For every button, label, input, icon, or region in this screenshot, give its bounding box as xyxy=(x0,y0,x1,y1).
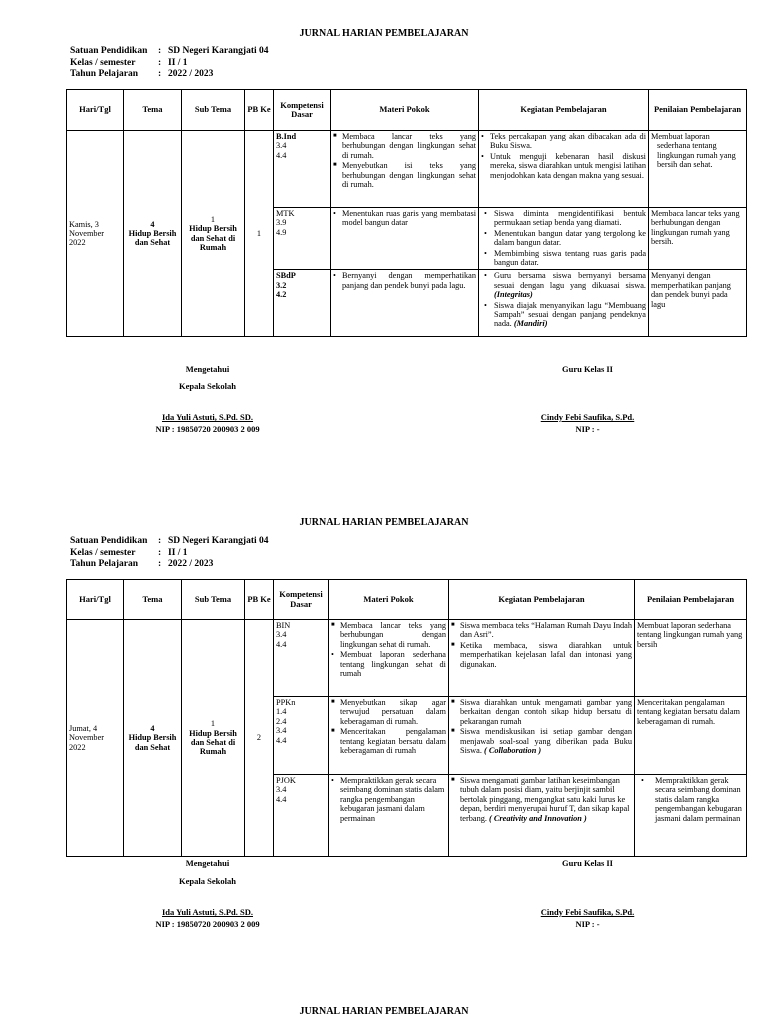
materi-cell xyxy=(329,697,449,775)
materi-cell xyxy=(329,620,449,697)
kd-code: 4.4 xyxy=(276,639,287,649)
mengetahui-label-1: Mengetahui xyxy=(185,364,230,374)
tema-cell xyxy=(124,131,182,337)
day-cell: Jumat, 4 November 2022 xyxy=(67,620,124,857)
guru-label-1: Guru Kelas II xyxy=(561,364,613,374)
meta-value: 2022 / 2023 xyxy=(168,69,214,79)
list-item: • Membuat laporan sederhana tentang lingkungan sehat di rumah xyxy=(331,650,446,678)
penilaian-cell: Membuat laporan sederhana tentang lingkungan rumah yang bersih xyxy=(635,620,747,697)
header-hari: Hari/Tgl xyxy=(67,90,124,131)
journal-meta-1 xyxy=(70,46,269,81)
pb-cell: 2 xyxy=(245,620,274,857)
list-item: ■ Membaca lancar teks yang berhubungan dengan lingkungan sehat di rumah. xyxy=(331,621,446,649)
kd-code: 4.2 xyxy=(276,290,287,300)
meta-label: Kelas / semester xyxy=(70,547,136,558)
guru-label-2: Guru Kelas II xyxy=(561,858,613,868)
penilaian-text: Membuat laporan sederhana tentang lingkungan rumah yang bersih dan sehat. xyxy=(651,132,736,170)
header-hari: Hari/Tgl xyxy=(67,580,124,620)
meta-label: Kelas / semester xyxy=(70,57,136,68)
list-item: ■ Menyebutkan sikap agar terwujud persatuan dalam keberagaman di rumah. xyxy=(331,698,446,726)
list-item: ■ Siswa diarahkan untuk mengamati gambar yang berkaitan dengan contoh sikap hidup bersatu di pekarangan rumah xyxy=(451,698,632,726)
kd-cell xyxy=(274,208,331,270)
kegiatan-text: Siswa diajak menyanyikan lagu “Membuang Sampah” sesuai dengan panjang pendeknya nada. xyxy=(494,300,646,329)
kd-cell xyxy=(274,697,329,775)
list-item xyxy=(481,271,646,299)
mengetahui-label-2: Mengetahui xyxy=(185,858,230,868)
kd-cell xyxy=(274,620,329,697)
page-title-2: JURNAL HARIAN PEMBELAJARAN xyxy=(299,517,469,528)
tema-name: Hidup Bersih dan Sehat xyxy=(128,733,177,752)
kegiatan-cell xyxy=(479,131,649,208)
header-kd: Kompetensi Dasar xyxy=(274,580,329,620)
journal-meta-2 xyxy=(70,536,269,571)
kd-code: 2.4 xyxy=(276,716,287,726)
header-penilaian: Penilaian Pembelajaran xyxy=(635,580,747,620)
list-item: ■ Menceritakan pengalaman tentang kegiatan bersatu dalam keberagaman di rumah xyxy=(331,727,446,755)
list-item: ■ Siswa membaca teks “Halaman Rumah Dayu Indah dan Asri”. xyxy=(451,621,632,640)
list-item: • Menentukan bangun datar yang tergolong ke dalam bangun datar. xyxy=(481,229,646,248)
kegiatan-cell xyxy=(449,775,635,857)
subtema-num: 1 xyxy=(210,214,216,224)
list-item: ■ Ketika membaca, siswa diarahkan untuk memperhatikan kejelasan lafal dan intonasi yang digunakan. xyxy=(451,641,632,669)
penilaian-cell xyxy=(649,131,747,208)
kegiatan-cell xyxy=(449,697,635,775)
subtema-cell xyxy=(182,620,245,857)
tema-num: 4 xyxy=(150,723,155,733)
meta-value: SD Negeri Karangjati 04 xyxy=(168,536,269,546)
colon: : xyxy=(158,536,162,546)
list-item: • Membimbing siswa tentang ruas garis pada bangun datar. xyxy=(481,249,646,268)
kd-subject: SBdP xyxy=(276,271,296,281)
kd-code: 3.4 xyxy=(276,726,287,736)
list-item xyxy=(451,776,632,823)
colon: : xyxy=(158,46,162,56)
list-item: • Mempraktikkan gerak secara seimbang dominan statis dalam rangka pengembangan kebugaran jasmani dalam permainan xyxy=(641,776,744,823)
kd-code: 4.4 xyxy=(276,735,287,745)
kd-subject: BIN xyxy=(276,621,291,630)
guru-nip-1: NIP : - xyxy=(575,424,600,434)
meta-value: 2022 / 2023 xyxy=(168,559,214,569)
materi-cell xyxy=(331,131,479,208)
header-materi: Materi Pokok xyxy=(329,580,449,620)
pb-cell: 1 xyxy=(245,131,274,337)
guru-nip-2: NIP : - xyxy=(575,919,600,929)
day-cell: Kamis, 3 November 2022 xyxy=(67,131,124,337)
kd-code: 3.4 xyxy=(276,785,287,795)
kd-subject: B.Ind xyxy=(276,132,297,141)
kd-code: 3.4 xyxy=(276,630,287,640)
meta-value: II / 1 xyxy=(168,547,188,558)
kegiatan-cell xyxy=(449,620,635,697)
kegiatan-text: Siswa mengamati gambar latihan keseimbangan tubuh dalam posisi diam, yaitu berjinjit sambil bertolak pinggang, mengangkat satu kaki lurus ke depan, berdiri menyerupai huruf T, dan sikap kapal terbang. xyxy=(460,776,630,823)
kd-subject: PJOK xyxy=(276,776,296,785)
kepala-label-1: Kepala Sekolah xyxy=(179,381,236,391)
list-item: • Menentukan ruas garis yang membatasi model bangun datar xyxy=(333,209,476,228)
materi-cell xyxy=(329,775,449,857)
penilaian-cell: Membaca lancar teks yang berhubungan dengan lingkungan rumah yang bersih. xyxy=(649,208,747,270)
kepala-name-1: Ida Yuli Astuti, S.Pd. SD. xyxy=(161,412,254,422)
header-tema: Tema xyxy=(124,90,182,131)
tema-cell xyxy=(124,620,182,857)
header-subtema: Sub Tema xyxy=(182,90,245,131)
guru-name-1: Cindy Febi Saufika, S.Pd. xyxy=(540,412,635,422)
subtema-name: Hidup Bersih dan Sehat di Rumah xyxy=(189,728,237,757)
header-kd: Kompetensi Dasar xyxy=(274,90,331,131)
penilaian-cell: Menyanyi dengan memperhatikan panjang dan pendek bunyi pada lagu xyxy=(649,270,747,337)
header-materi: Materi Pokok xyxy=(331,90,479,131)
list-item: ■ Menyebutkan isi teks yang berhubungan dengan lingkungan sehat di rumah. xyxy=(333,161,476,189)
kd-cell xyxy=(274,131,331,208)
meta-label: Tahun Pelajaran xyxy=(70,69,139,79)
kd-code: 3.9 xyxy=(276,218,287,228)
kd-code: 4.9 xyxy=(276,227,287,237)
meta-label: Satuan Pendidikan xyxy=(70,536,148,546)
header-tema: Tema xyxy=(124,580,182,620)
meta-label: Satuan Pendidikan xyxy=(70,46,148,56)
list-item: • Bernyanyi dengan memperhatikan panjang dan pendek bunyi pada lagu. xyxy=(333,271,476,290)
materi-cell xyxy=(331,270,479,337)
kegiatan-text: Siswa mendiskusikan isi setiap gambar dengan menjawab soal-soal yang diberikan pada Buku Siswa. xyxy=(460,727,632,756)
list-item: • Siswa diminta mengidentifikasi bentuk permukaan setiap benda yang diamati. xyxy=(481,209,646,228)
colon: : xyxy=(158,57,162,68)
header-subtema: Sub Tema xyxy=(182,580,245,620)
tema-num: 4 xyxy=(150,219,155,229)
kd-code: 4.4 xyxy=(276,794,287,804)
character-tag: (Integritas) xyxy=(494,290,533,300)
header-penilaian: Penilaian Pembelajaran xyxy=(649,90,747,131)
character-tag: ( Creativity and Innovation ) xyxy=(489,813,587,823)
kegiatan-cell xyxy=(479,208,649,270)
kepala-name-2: Ida Yuli Astuti, S.Pd. SD. xyxy=(161,907,254,917)
kd-cell xyxy=(274,270,331,337)
kepala-nip-2: NIP : 19850720 200903 2 009 xyxy=(155,919,260,929)
page-title-1: JURNAL HARIAN PEMBELAJARAN xyxy=(299,28,469,39)
materi-cell xyxy=(331,208,479,270)
list-item: ■ Membaca lancar teks yang berhubungan dengan lingkungan sehat di rumah. xyxy=(333,132,476,160)
kd-subject: PPKn xyxy=(276,698,296,707)
page-title-3: JURNAL HARIAN PEMBELAJARAN xyxy=(299,1006,469,1017)
kepala-nip-1: NIP : 19850720 200903 2 009 xyxy=(155,424,260,434)
penilaian-cell xyxy=(635,775,747,857)
kd-cell xyxy=(274,775,329,857)
journal-table-2 xyxy=(66,579,747,857)
penilaian-cell: Menceritakan pengalaman tentang kegiatan bersatu dalam keberagaman di rumah. xyxy=(635,697,747,775)
tema-name: Hidup Bersih dan Sehat xyxy=(128,229,177,248)
header-pb: PB Ke xyxy=(245,90,274,131)
character-tag: ( Collaboration ) xyxy=(483,746,542,756)
kd-code: 3.2 xyxy=(276,280,287,290)
kd-code: 3.4 xyxy=(276,141,287,151)
list-item xyxy=(451,727,632,755)
guru-name-2: Cindy Febi Saufika, S.Pd. xyxy=(540,907,635,917)
list-item: • Teks percakapan yang akan dibacakan ada di Buku Siswa. xyxy=(481,132,646,151)
kegiatan-cell xyxy=(479,270,649,337)
kd-subject: MTK xyxy=(276,209,295,218)
colon: : xyxy=(158,547,162,558)
subtema-name: Hidup Bersih dan Sehat di Rumah xyxy=(189,224,237,253)
colon: : xyxy=(158,559,162,569)
kd-code: 4.4 xyxy=(276,150,287,160)
character-tag: (Mandiri) xyxy=(513,319,548,329)
header-kegiatan: Kegiatan Pembelajaran xyxy=(479,90,649,131)
subtema-num: 1 xyxy=(210,719,216,729)
list-item: • Untuk menguji kebenaran hasil diskusi mereka, siswa diarahkan untuk mengisi latihan menjodohkan kata dengan makna yang sesuai. xyxy=(481,152,646,180)
header-kegiatan: Kegiatan Pembelajaran xyxy=(449,580,635,620)
meta-label: Tahun Pelajaran xyxy=(70,559,139,569)
list-item: • Mempraktikkan gerak secara seimbang dominan statis dalam rangka pengembangan kebugaran jasmani dalam permainan xyxy=(331,776,446,823)
meta-value: II / 1 xyxy=(168,57,188,68)
list-item xyxy=(481,301,646,329)
header-pb: PB Ke xyxy=(245,580,274,620)
kd-code: 1.4 xyxy=(276,707,287,717)
kepala-label-2: Kepala Sekolah xyxy=(179,876,236,886)
subtema-cell xyxy=(182,131,245,337)
kegiatan-text: Guru bersama siswa bernyanyi bersama sesuai dengan lagu yang dikuasai siswa. xyxy=(494,271,646,290)
meta-value: SD Negeri Karangjati 04 xyxy=(168,46,269,56)
colon: : xyxy=(158,69,162,79)
journal-table-1 xyxy=(66,89,747,337)
